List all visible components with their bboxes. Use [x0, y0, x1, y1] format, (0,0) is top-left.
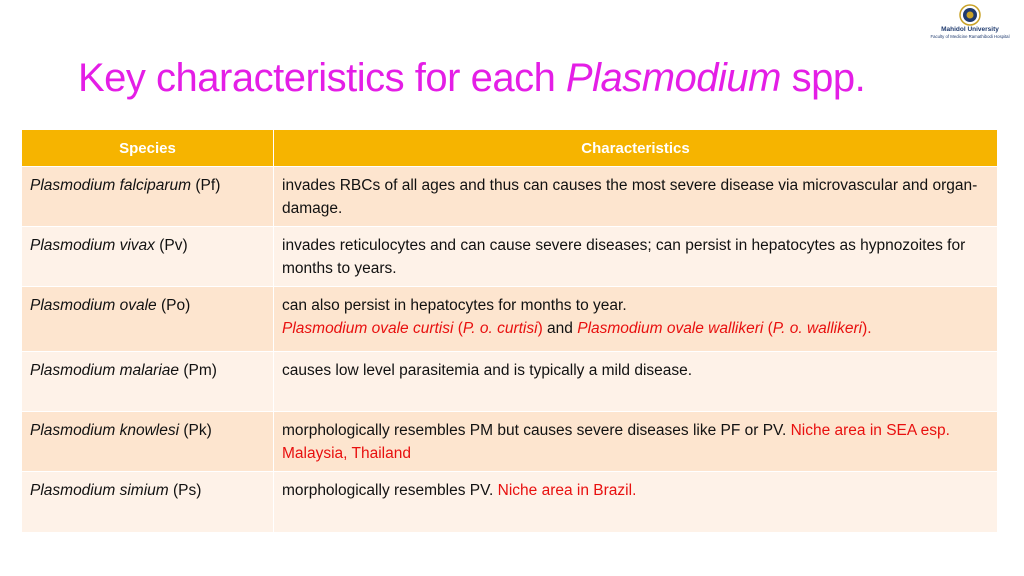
species-abbr: (Pk)	[179, 422, 212, 439]
subspecies-name: Plasmodium ovale wallikeri	[577, 320, 764, 337]
table-row	[22, 352, 998, 412]
subspecies-abbr: P. o. curtisi	[462, 320, 538, 337]
conjunction: and	[542, 320, 578, 337]
species-abbr: (Po)	[156, 297, 191, 314]
species-cell	[22, 287, 274, 352]
table-row	[22, 167, 998, 227]
page-title	[78, 56, 865, 101]
characteristics-cell	[274, 167, 998, 227]
species-cell	[22, 412, 274, 472]
characteristics-text: morphologically resembles PV.	[282, 482, 498, 499]
paren: (	[763, 320, 773, 337]
species-name: Plasmodium knowlesi	[30, 422, 180, 439]
species-cell	[22, 352, 274, 412]
faculty-name: Faculty of Medicine Ramathibodi Hospital	[930, 34, 1010, 39]
title-prefix: Key characteristics for each	[78, 56, 566, 100]
niche-note: Niche area in SEA esp. Malaysia, Thailand	[282, 422, 950, 462]
species-cell	[22, 472, 274, 532]
table-row	[22, 287, 998, 352]
paren: (	[453, 320, 463, 337]
header-characteristics: Characteristics	[274, 130, 998, 167]
species-name: Plasmodium falciparum	[30, 177, 192, 194]
species-table	[22, 130, 998, 532]
university-logo	[920, 4, 1020, 40]
species-name: Plasmodium simium	[30, 482, 169, 499]
species-cell	[22, 227, 274, 287]
university-name: Mahidol University	[941, 26, 999, 33]
table-row	[22, 472, 998, 532]
species-name: Plasmodium malariae	[30, 362, 180, 379]
characteristics-cell	[274, 287, 998, 352]
paren: )	[537, 320, 543, 337]
subspecies-abbr: P. o. wallikeri	[772, 320, 863, 337]
characteristics-cell	[274, 227, 998, 287]
species-abbr: (Pf)	[191, 177, 221, 194]
paren: ).	[862, 320, 872, 337]
species-abbr: (Ps)	[168, 482, 202, 499]
characteristics-text: morphologically resembles PM but causes severe diseases like PF or PV.	[282, 422, 791, 439]
table-header-row	[22, 130, 998, 167]
table-row	[22, 227, 998, 287]
characteristics-cell	[274, 472, 998, 532]
species-cell	[22, 167, 274, 227]
species-abbr: (Pv)	[154, 237, 188, 254]
university-seal-icon	[959, 4, 981, 26]
species-abbr: (Pm)	[179, 362, 217, 379]
header-species: Species	[22, 130, 274, 167]
characteristics-text: invades RBCs of all ages and thus can causes the most severe disease via microvascular and organ-damage.	[282, 177, 978, 217]
title-italic: Plasmodium	[565, 56, 781, 100]
species-name: Plasmodium ovale	[30, 297, 157, 314]
characteristics-text: can also persist in hepatocytes for months to year.	[282, 297, 627, 314]
subspecies-note	[282, 320, 872, 337]
characteristics-cell	[274, 412, 998, 472]
species-name: Plasmodium vivax	[30, 237, 155, 254]
characteristics-text: invades reticulocytes and can cause severe diseases; can persist in hepatocytes as hypnozoites for months to years.	[282, 237, 966, 277]
table-row	[22, 412, 998, 472]
characteristics-text: causes low level parasitemia and is typically a mild disease.	[282, 362, 693, 379]
subspecies-name: Plasmodium ovale curtisi	[282, 320, 454, 337]
niche-note: Niche area in Brazil.	[497, 482, 637, 499]
title-suffix: spp.	[781, 56, 866, 100]
characteristics-cell	[274, 352, 998, 412]
